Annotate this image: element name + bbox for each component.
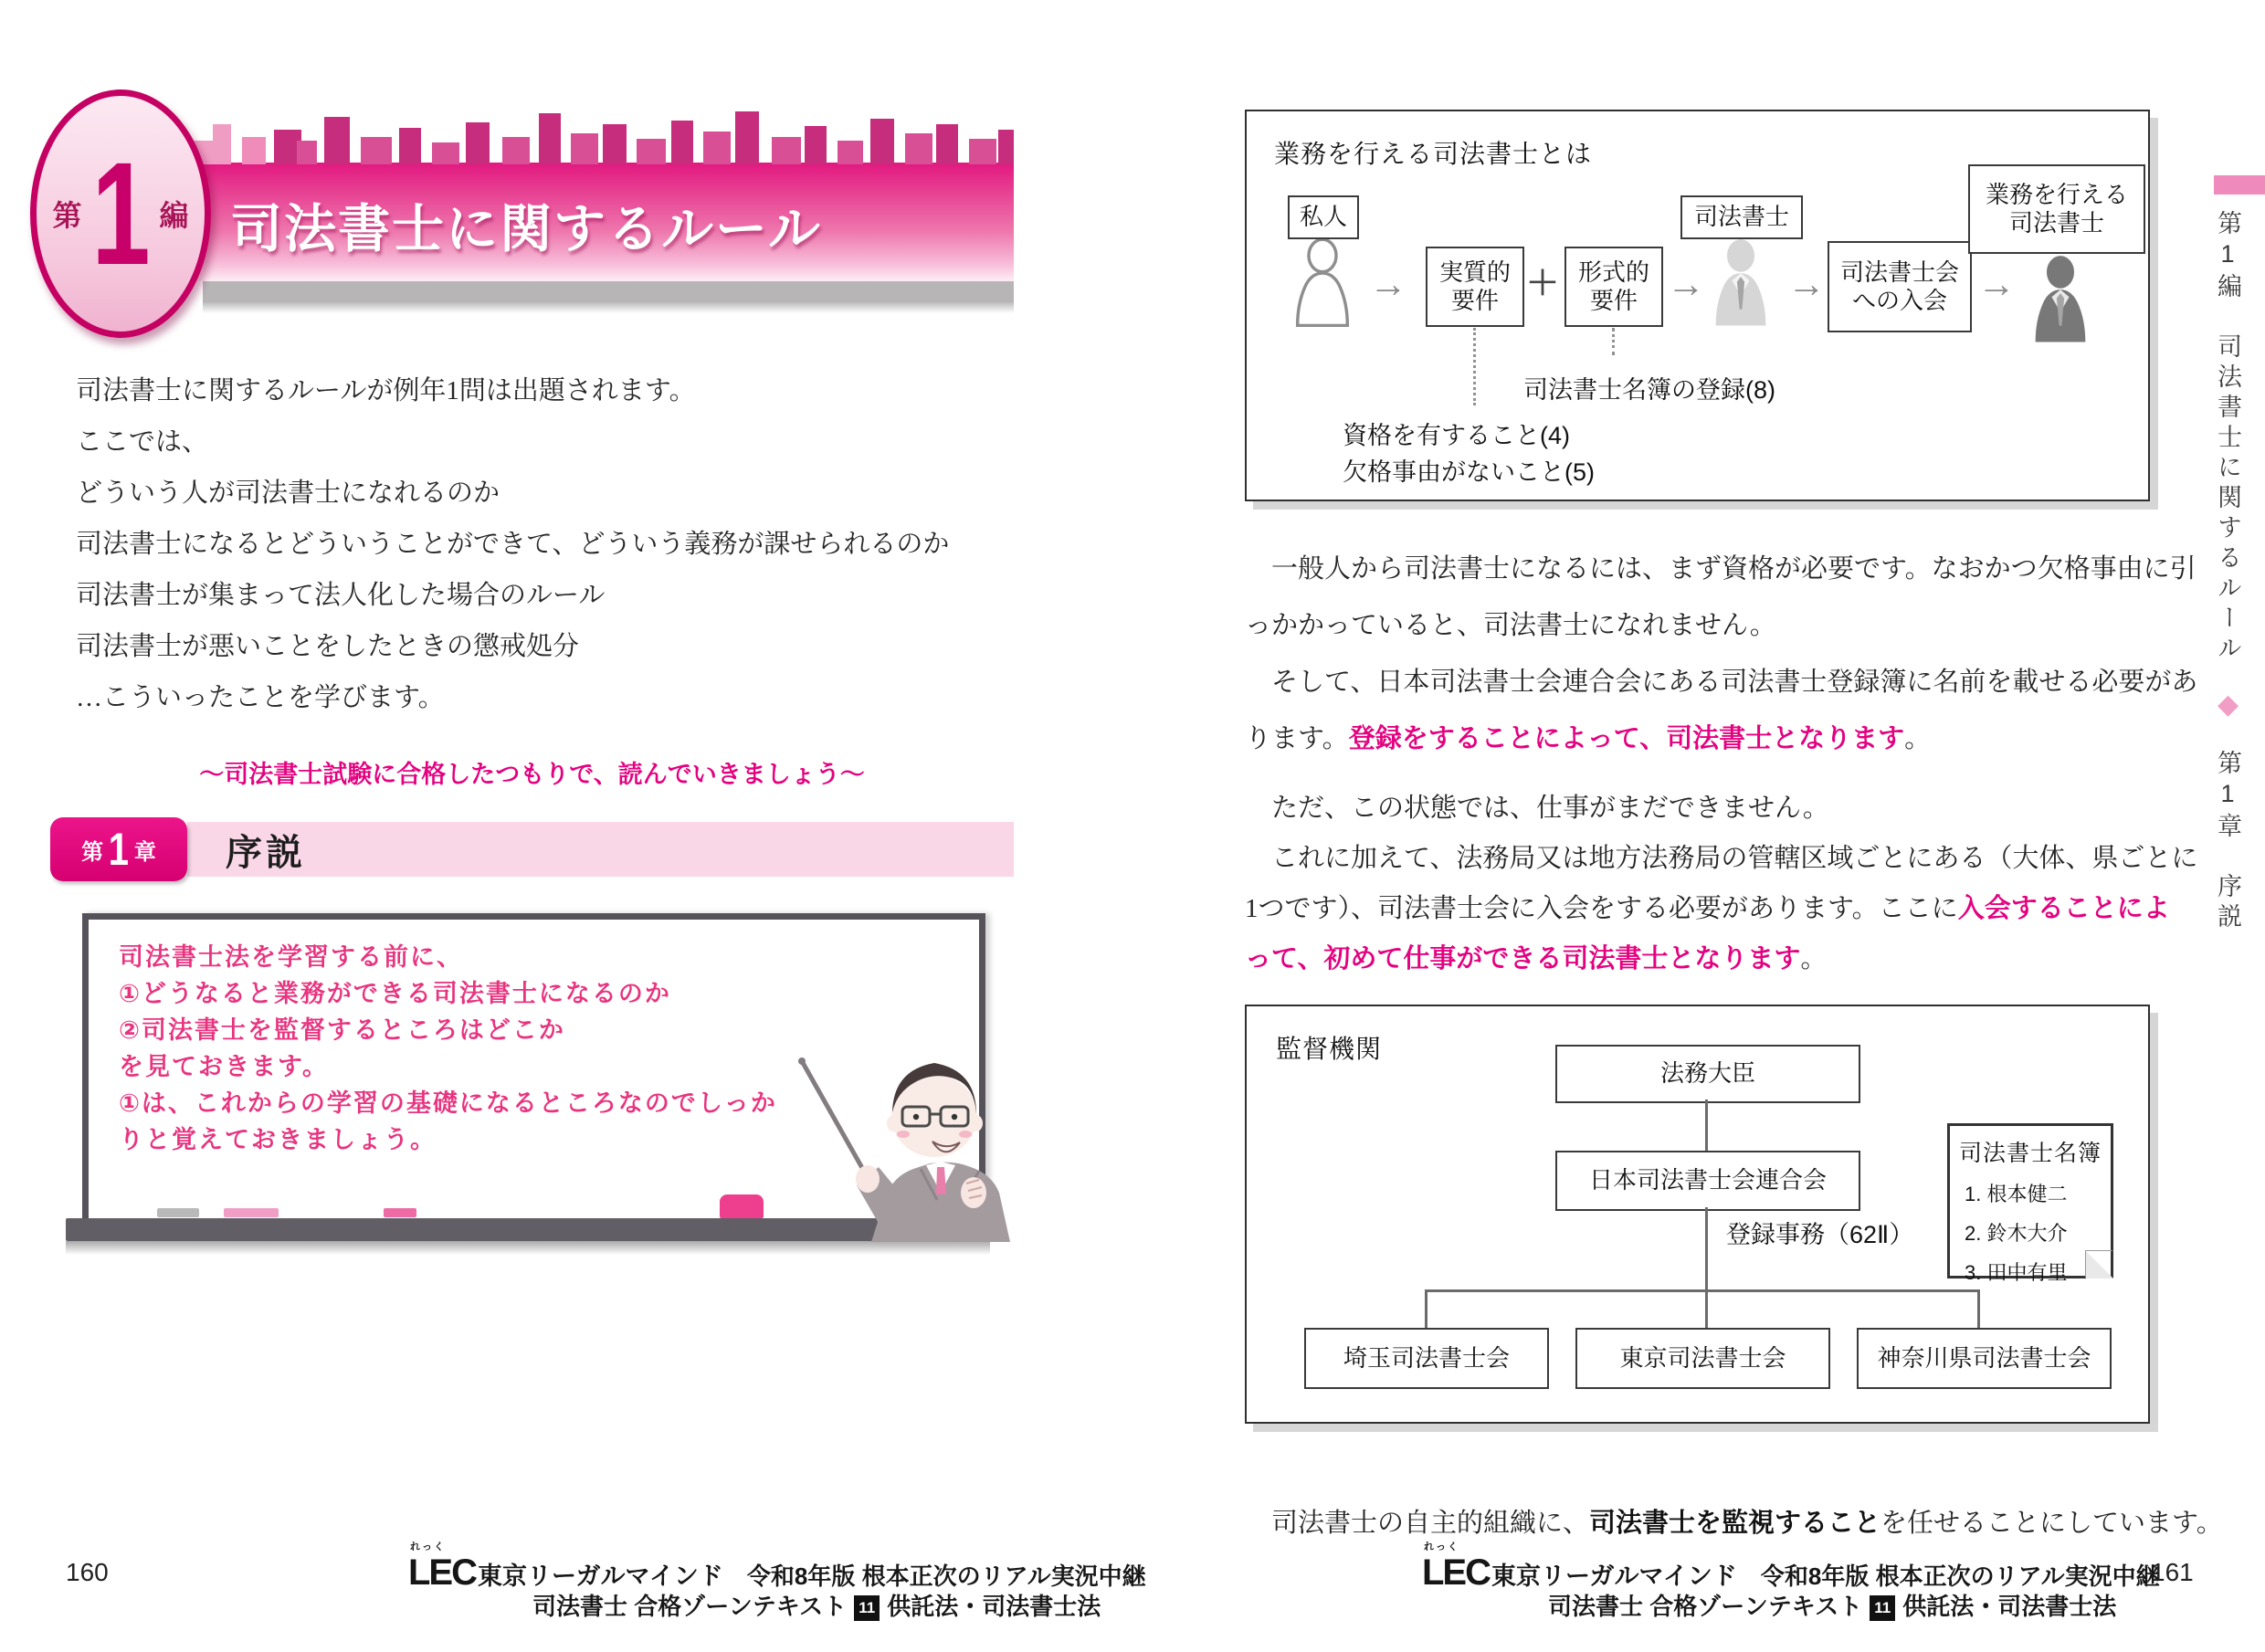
box-association (1304, 1328, 1549, 1389)
catch-copy: ～司法書士試験に合格したつもりで、読んでいきましょう～ (199, 761, 865, 788)
para-emphasis: 入会することによ (1957, 894, 2170, 923)
part-title: 司法書士に関するルール (230, 200, 822, 258)
para-line: っかかっていると、司法書士になれません。 (1245, 611, 1776, 640)
flow-diagram (1245, 110, 2150, 501)
intro-paragraph (76, 370, 949, 728)
footer-right-line2 (1548, 1593, 2116, 1621)
marker-pink-small (384, 1208, 416, 1217)
box-substantive-line1: 実質的 (1438, 258, 1511, 286)
box-join-line1: 司法書士会 (1839, 258, 1959, 286)
label-private-text: 私人 (1299, 203, 1347, 231)
chapter-heading-bar (187, 822, 1014, 877)
sidebar-chapter-label: 第1章 序説 (2214, 750, 2241, 933)
lec-logo-text: LEC (408, 1552, 476, 1593)
chapter-title: 序説 (226, 832, 306, 873)
chapter-number-badge (50, 817, 187, 881)
footer-left-line2 (532, 1593, 1101, 1621)
roster-title: 司法書士名簿 (1958, 1141, 2102, 1166)
footer-series: 司法書士 合格ゾーンテキスト (532, 1593, 848, 1620)
footer-brand: 東京リーガルマインド (478, 1562, 723, 1590)
intro-line: 司法書士が悪いことをしたときの懲戒処分 (76, 632, 580, 661)
sidebar-vertical-label (2214, 210, 2241, 977)
flow-arrow-2: → (1667, 262, 1705, 305)
flow-plus: ＋ (1526, 264, 1560, 301)
para-line: ただ、この状態では、仕事がまだできません。 (1245, 794, 1829, 823)
registration-office-label: 登録事務（62Ⅱ） (1726, 1221, 1914, 1248)
box-federation (1555, 1151, 1860, 1211)
box-minister-text: 法務大臣 (1659, 1059, 1755, 1088)
board-line: を見ておきます。 (119, 1053, 329, 1080)
part-badge-dai: 第 (52, 199, 82, 232)
box-association (1575, 1328, 1830, 1389)
para-line: そして、日本司法書士会連合会にある司法書士登録簿に名前を載せる必要があ (1245, 668, 2198, 697)
box-association-text: 埼玉司法書士会 (1343, 1343, 1510, 1372)
label-shoshi-text: 司法書士 (1693, 203, 1789, 231)
closing-line (1245, 1502, 2223, 1540)
para-segment: ります。 (1245, 724, 1349, 753)
box-join-line2: への入会 (1851, 287, 1947, 314)
para-segment: 。 (1904, 724, 1932, 753)
roster-item: 3. 田中有里 (1965, 1261, 2068, 1284)
intro-line: どういう人が司法書士になれるのか (76, 479, 500, 508)
footer-series: 司法書士 合格ゾーンテキスト (1548, 1593, 1863, 1620)
flow-arrow-3: → (1787, 262, 1826, 305)
box-formal (1564, 247, 1663, 327)
qualification-note: 資格を有すること(4) (1343, 422, 1570, 449)
chapter-badge-sho: 章 (133, 839, 156, 865)
board-line: ①どうなると業務ができる司法書士になるのか (119, 980, 671, 1007)
para-line (1245, 888, 2170, 925)
para-line (1245, 718, 1931, 755)
dotted-line-substantive (1473, 328, 1476, 405)
whiteboard-text (119, 937, 777, 1156)
para-line (1245, 938, 1827, 975)
label-working-line2: 司法書士 (2008, 209, 2104, 237)
sidebar-part-label: 第1編 司法書士に関するルール (2214, 210, 2241, 665)
lec-logo (1422, 1542, 1490, 1593)
lec-logo-ruby: れっく (410, 1542, 446, 1552)
org-diagram (1245, 1005, 2150, 1424)
intro-line: ここでは、 (76, 427, 209, 457)
intro-line: 司法書士が集まって法人化した場合のルール (76, 581, 606, 610)
part-number-badge (30, 89, 211, 338)
diamond-icon: ◆ (2213, 689, 2243, 726)
box-federation-text: 日本司法書士会連合会 (1588, 1166, 1827, 1194)
teacher-illustration (784, 1030, 1023, 1242)
board-line: 司法書士法を学習する前に、 (119, 943, 463, 971)
person-icon-shoshi (1703, 239, 1778, 327)
flow-arrow-1: → (1369, 262, 1407, 305)
person-icon-working (2023, 256, 2098, 343)
box-substantive-line2: 要件 (1450, 287, 1499, 314)
footer-brand: 東京リーガルマインド (1491, 1562, 1737, 1590)
sidebar-tab (2214, 175, 2265, 195)
closing-emphasis: 司法書士を監視すること (1589, 1509, 1881, 1538)
volume-badge: 11 (1870, 1595, 1895, 1621)
part-badge-number: 1 (90, 132, 151, 295)
registration-note: 司法書士名簿の登録(8) (1523, 376, 1775, 404)
person-icon-private (1285, 239, 1360, 327)
label-working (1968, 164, 2145, 254)
para-line: 一般人から司法書士になるには、まず資格が必要です。なおかつ欠格事由に引 (1245, 554, 2197, 584)
label-shoshi (1680, 195, 1803, 239)
para-segment: 。 (1800, 944, 1828, 973)
para-segment: 1つです）、司法書士会に入会をする必要があります。ここに (1245, 894, 1958, 923)
closing-post: を任せることにしています。 (1880, 1509, 2223, 1538)
intro-line: 司法書士になるとどういうことができて、どういう義務が課せられるのか (76, 530, 950, 559)
dotted-line-formal (1612, 328, 1615, 355)
chapter-badge-number: 1 (108, 824, 130, 875)
header-gray-bar (203, 281, 1014, 302)
part-badge-hen: 編 (159, 199, 189, 232)
roster-item: 2. 鈴木大介 (1965, 1222, 2068, 1245)
footer-right-line1 (1422, 1542, 2160, 1593)
para-line: これに加えて、法務局又は地方法務局の管轄区域ごとにある（大体、県ごとに (1245, 844, 2198, 873)
closing-pre: 司法書士の自主的組織に、 (1245, 1509, 1590, 1538)
roster-fold-corner (2086, 1251, 2113, 1278)
label-working-line1: 業務を行える (1985, 180, 2128, 208)
para-emphasis: 登録をすることによって、司法書士となります (1348, 724, 1905, 753)
skyline-decoration (187, 106, 1014, 164)
box-formal-line2: 要件 (1589, 287, 1638, 314)
roster-item: 1. 根本健二 (1965, 1183, 2068, 1205)
box-formal-line1: 形式的 (1577, 258, 1649, 286)
label-private (1288, 195, 1359, 239)
lec-logo-ruby: れっく (1424, 1542, 1459, 1552)
marker-pink (224, 1208, 279, 1217)
page-number-left: 160 (66, 1558, 109, 1586)
intro-line: …こういったことを学びます。 (76, 683, 445, 712)
whiteboard-eraser (720, 1194, 764, 1218)
box-association-text: 神奈川県司法書士会 (1877, 1343, 2091, 1372)
connector-drop-3 (1977, 1289, 1980, 1328)
footer-subject: 供託法・司法書士法 (1902, 1593, 2117, 1620)
board-line: りと覚えておきましょう。 (119, 1126, 437, 1153)
connector-drop-1 (1425, 1289, 1427, 1328)
para-emphasis: って、初めて仕事ができる司法書士となります (1245, 944, 1801, 973)
flow-diagram-title: 業務を行える司法書士とは (1274, 140, 1593, 168)
footer-edition: 令和8年版 根本正次のリアル実況中継 (746, 1562, 1146, 1590)
footer-edition: 令和8年版 根本正次のリアル実況中継 (1760, 1562, 2160, 1590)
box-minister (1555, 1045, 1860, 1103)
disqualification-note: 欠格事由がないこと(5) (1343, 458, 1595, 486)
box-substantive (1426, 247, 1524, 327)
box-join (1828, 241, 1972, 332)
connector-h (1425, 1289, 1980, 1292)
roster-note (1947, 1123, 2113, 1284)
lec-logo (408, 1542, 476, 1593)
footer-left-line1 (408, 1542, 1146, 1593)
board-line: ②司法書士を監督するところはどこか (119, 1016, 565, 1044)
org-diagram-title: 監督機関 (1276, 1035, 1383, 1063)
header-gray-bar-shadow (203, 302, 1014, 313)
volume-badge: 11 (854, 1595, 880, 1621)
footer-subject: 供託法・司法書士法 (887, 1593, 1101, 1620)
connector-v2 (1705, 1207, 1708, 1292)
box-association (1857, 1328, 2112, 1389)
chapter-badge-dai: 第 (81, 839, 104, 865)
flow-arrow-4: → (1977, 262, 2016, 305)
connector-drop-2 (1705, 1289, 1708, 1328)
box-association-text: 東京司法書士会 (1619, 1343, 1786, 1372)
connector-v1 (1705, 1100, 1708, 1151)
board-line: ①は、これからの学習の基礎になるところなのでしっか (119, 1089, 777, 1117)
page-number-right: 161 (2151, 1558, 2194, 1586)
lec-logo-text: LEC (1422, 1552, 1490, 1593)
whiteboard-tray-shadow (66, 1241, 990, 1255)
marker-gray (157, 1208, 199, 1217)
intro-line: 司法書士に関するルールが例年1問は出題されます。 (76, 376, 696, 405)
